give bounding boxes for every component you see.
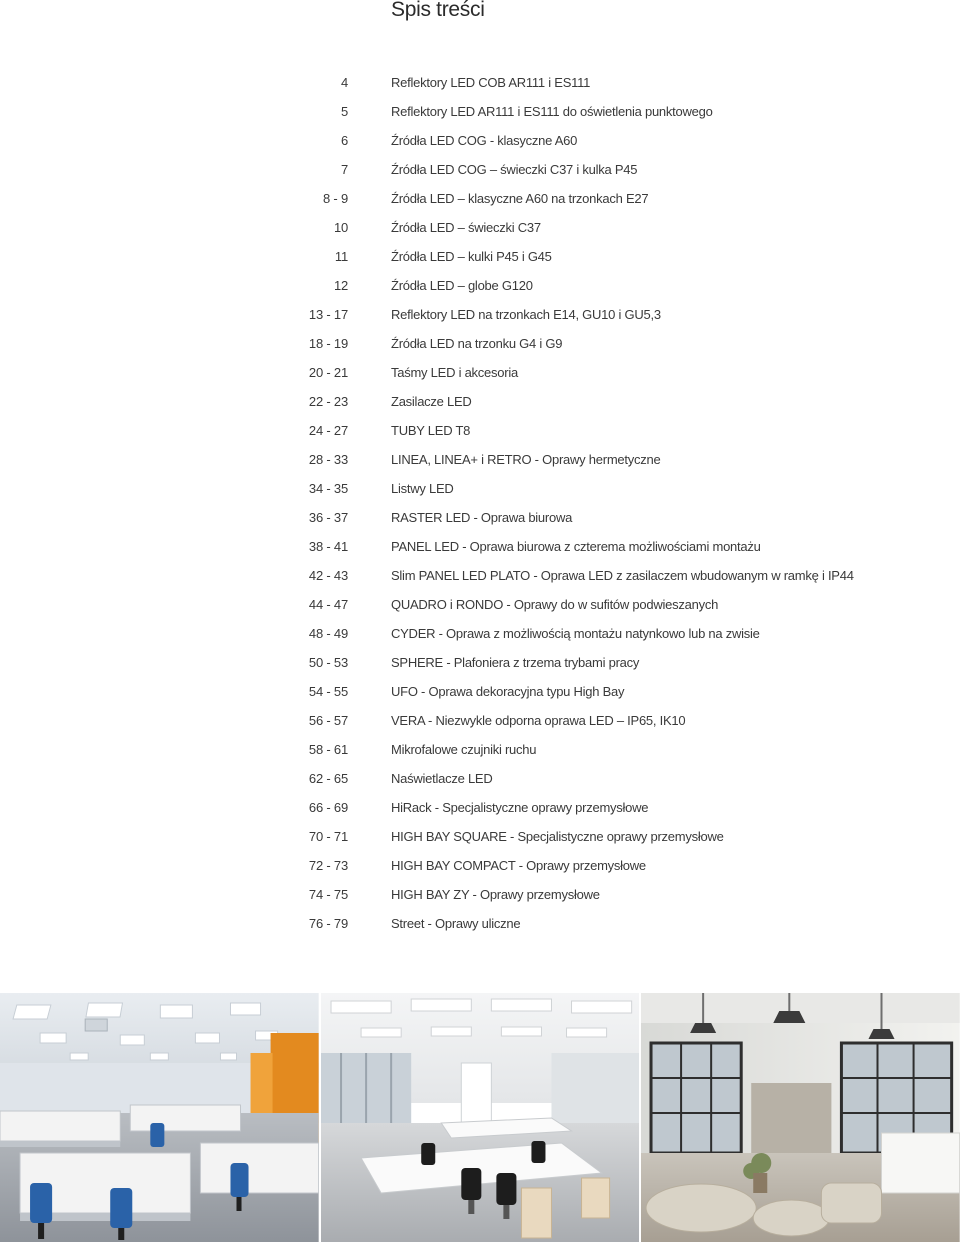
toc-page-range: 5	[340, 104, 348, 119]
toc-page-range: 7	[340, 162, 348, 177]
toc-entry	[0, 563, 960, 592]
toc-page-range: 74 - 75	[308, 887, 348, 902]
toc-page-range: 56 - 57	[308, 713, 348, 728]
toc-entry-title: Street - Oprawy uliczne	[391, 916, 521, 931]
toc-page-range: 6	[340, 133, 348, 148]
toc-entry	[0, 389, 960, 418]
toc-page-range: 8 - 9	[322, 191, 348, 206]
toc-entry	[0, 244, 960, 273]
toc-entry	[0, 418, 960, 447]
toc-entry	[0, 795, 960, 824]
toc-entry	[0, 882, 960, 911]
toc-page-range: 48 - 49	[308, 626, 348, 641]
toc-entry	[0, 766, 960, 795]
toc-entry-title: CYDER - Oprawa z możliwością montażu natynkowo lub na zwisie	[391, 626, 760, 641]
toc-page-range: 34 - 35	[308, 481, 348, 496]
loft-lounge-photo	[641, 993, 960, 1242]
toc-page-range: 12	[333, 278, 348, 293]
office-cubicles-photo	[0, 993, 319, 1242]
toc-page-range: 11	[334, 249, 348, 264]
toc-page-range: 10	[333, 220, 348, 235]
toc-entry	[0, 650, 960, 679]
toc-page-range: 4	[340, 75, 348, 90]
toc-entry	[0, 621, 960, 650]
toc-page-range: 36 - 37	[308, 510, 348, 525]
toc-entry-title: UFO - Oprawa dekoracyjna typu High Bay	[391, 684, 625, 699]
toc-page-range: 24 - 27	[308, 423, 348, 438]
toc-page-range: 70 - 71	[308, 829, 348, 844]
toc-entry-title: TUBY LED T8	[391, 423, 471, 438]
toc-entry-title: LINEA, LINEA+ i RETRO - Oprawy hermetyczne	[391, 452, 661, 467]
toc-entry-title: Taśmy LED i akcesoria	[391, 365, 518, 380]
toc-page-range: 72 - 73	[308, 858, 348, 873]
toc-entry-title: HiRack - Specjalistyczne oprawy przemysłowe	[391, 800, 649, 815]
toc-entry	[0, 505, 960, 534]
toc-entry-title: Reflektory LED na trzonkach E14, GU10 i GU5,3	[391, 307, 661, 322]
toc-entry	[0, 708, 960, 737]
page-title: Spis treści	[391, 0, 485, 21]
toc-page-range: 44 - 47	[308, 597, 348, 612]
toc-entry	[0, 215, 960, 244]
toc-page-range: 54 - 55	[308, 684, 348, 699]
open-office-photo	[321, 993, 640, 1242]
table-of-contents	[0, 70, 960, 940]
toc-entry	[0, 186, 960, 215]
toc-page-range: 42 - 43	[308, 568, 348, 583]
toc-entry-title: Reflektory LED AR111 i ES111 do oświetlenia punktowego	[391, 104, 713, 119]
toc-entry	[0, 128, 960, 157]
toc-entry	[0, 534, 960, 563]
toc-entry-title: Źródła LED COG - klasyczne A60	[391, 133, 578, 148]
toc-entry-title: Źródła LED – kulki P45 i G45	[391, 249, 552, 264]
toc-page-range: 62 - 65	[308, 771, 348, 786]
toc-entry-title: QUADRO i RONDO - Oprawy do w sufitów podwieszanych	[391, 597, 719, 612]
toc-entry	[0, 911, 960, 940]
toc-entry-title: RASTER LED - Oprawa biurowa	[391, 510, 573, 525]
toc-entry	[0, 331, 960, 360]
toc-entry	[0, 824, 960, 853]
toc-entry-title: Listwy LED	[391, 481, 454, 496]
toc-entry-title: Źródła LED – świeczki C37	[391, 220, 541, 235]
toc-entry-title: HIGH BAY COMPACT - Oprawy przemysłowe	[391, 858, 646, 873]
toc-entry	[0, 853, 960, 882]
toc-entry-title: Źródła LED – klasyczne A60 na trzonkach E27	[391, 191, 649, 206]
toc-entry-title: Naświetlacze LED	[391, 771, 493, 786]
toc-entry-title: HIGH BAY ZY - Oprawy przemysłowe	[391, 887, 600, 902]
toc-page-range: 66 - 69	[308, 800, 348, 815]
toc-page-range: 13 - 17	[308, 307, 348, 322]
toc-page-range: 58 - 61	[308, 742, 348, 757]
toc-entry	[0, 679, 960, 708]
toc-entry-title: VERA - Niezwykle odporna oprawa LED – IP65, IK10	[391, 713, 686, 728]
toc-entry-title: Źródła LED COG – świeczki C37 i kulka P45	[391, 162, 638, 177]
toc-page-range: 38 - 41	[308, 539, 348, 554]
toc-entry	[0, 447, 960, 476]
toc-entry-title: SPHERE - Plafoniera z trzema trybami pracy	[391, 655, 640, 670]
toc-entry	[0, 99, 960, 128]
toc-page-range: 20 - 21	[308, 365, 348, 380]
toc-entry	[0, 592, 960, 621]
photo-strip	[0, 993, 960, 1242]
toc-entry-title: Slim PANEL LED PLATO - Oprawa LED z zasilaczem wbudowanym w ramkę i IP44	[391, 568, 854, 583]
toc-entry-title: PANEL LED - Oprawa biurowa z czterema możliwościami montażu	[391, 539, 761, 554]
toc-page-range: 50 - 53	[308, 655, 348, 670]
toc-entry	[0, 273, 960, 302]
toc-entry-title: Zasilacze LED	[391, 394, 472, 409]
toc-page-range: 76 - 79	[308, 916, 348, 931]
toc-entry	[0, 70, 960, 99]
toc-entry	[0, 737, 960, 766]
toc-entry	[0, 476, 960, 505]
toc-entry-title: Źródła LED na trzonku G4 i G9	[391, 336, 563, 351]
toc-entry	[0, 360, 960, 389]
toc-entry-title: HIGH BAY SQUARE - Specjalistyczne oprawy przemysłowe	[391, 829, 724, 844]
toc-page-range: 28 - 33	[308, 452, 348, 467]
toc-entry-title: Mikrofalowe czujniki ruchu	[391, 742, 537, 757]
toc-entry	[0, 302, 960, 331]
toc-page-range: 22 - 23	[308, 394, 348, 409]
toc-entry	[0, 157, 960, 186]
toc-entry-title: Reflektory LED COB AR111 i ES111	[391, 75, 591, 90]
toc-page-range: 18 - 19	[308, 336, 348, 351]
toc-entry-title: Źródła LED – globe G120	[391, 278, 533, 293]
